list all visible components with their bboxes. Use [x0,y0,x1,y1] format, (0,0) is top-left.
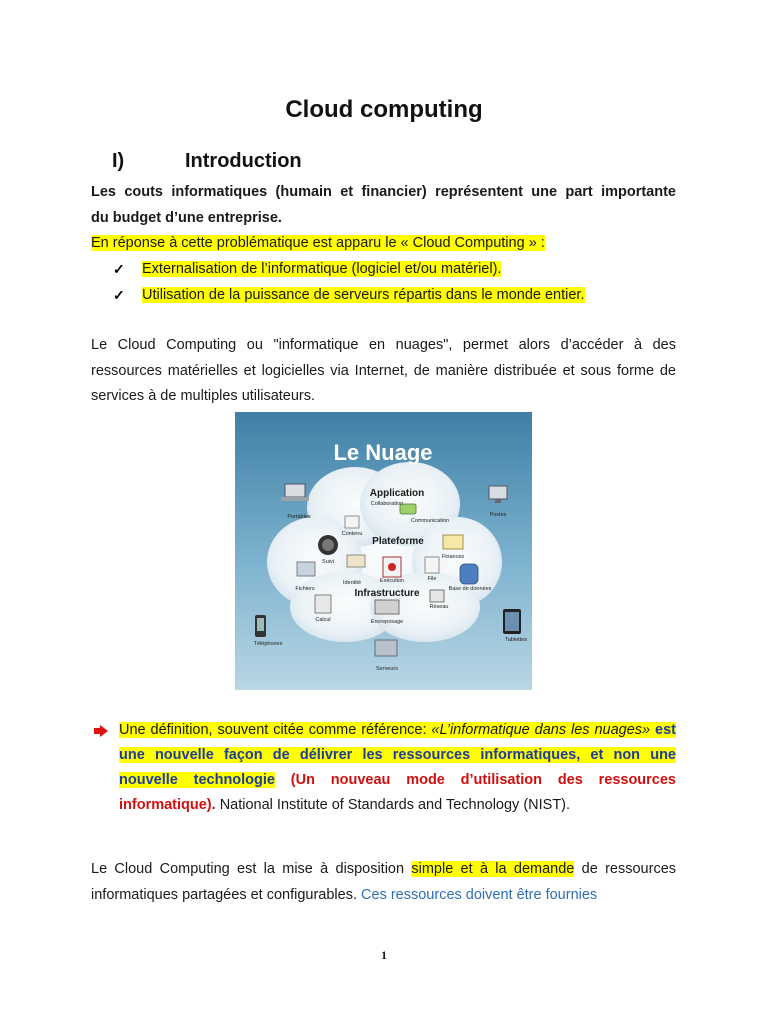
cloud-paragraph: Le Cloud Computing ou "informatique en nuages", permet alors d’accéder à des ressources matérielles et logicielles via Internet, de manière distribuée et sous forme de services à de multiples utilisateurs. [91,337,676,404]
figure-label: Portables [287,514,311,520]
database-icon [460,564,478,584]
storage-icon [375,600,399,614]
figure-label: Suivi [322,559,334,565]
figure-label: File [427,576,437,582]
figure-label: Tablettes [504,637,528,643]
para-text: Le Cloud Computing est la mise à disposition [91,861,412,877]
arrow-right-icon [94,724,108,742]
bullet-text: Externalisation de l’informatique (logiciel et/ou matériel). [142,261,502,277]
figure-label: Encreposage [370,619,404,625]
response-line [91,231,676,257]
file-icon [425,557,439,573]
finance-chart-icon [443,535,463,549]
figure-label: Postes [489,512,507,518]
server-icon [375,640,397,656]
figure-label: Calcul [315,617,331,623]
checkmark-icon: ✓ [113,261,125,277]
calculator-icon [315,595,331,613]
identity-card-icon [347,555,365,567]
network-icon [430,590,444,602]
figure-label: Collaboration [370,501,404,507]
definition-statement: est une nouvelle façon de délivrer les ressources informatiques, et non une nouvelle technologie [119,722,676,788]
page-title: Cloud computing [285,96,483,123]
figure-label: Fichiers [295,586,315,592]
definition-intro: Une définition, souvent citée comme référence: [119,722,432,738]
section-heading [112,150,302,173]
intro-line-2: du budget d’une entreprise. [91,210,282,226]
intro-line-1: Les couts informatiques (humain et financier) représentent une part importante [91,184,676,200]
folder-icon [297,562,315,576]
figure-label: Réseau [429,604,449,610]
bullet-text: Utilisation de la puissance de serveurs répartis dans le monde entier. [142,286,585,303]
gauge-icon [318,535,338,555]
document-icon [345,516,359,528]
para-blue-text: Ces ressources doivent être fournies [361,886,598,903]
section-number: I) [112,150,125,172]
figure-label: Communication [410,518,450,524]
figure-label: Identité [342,580,362,586]
figure-label: Téléphones [253,641,283,647]
figure-label: Exécution [379,578,405,584]
tablet-icon [503,609,521,634]
section-title: Introduction [185,150,302,172]
bullet-item [91,257,691,283]
response-text: En réponse à cette problématique est apparu le « Cloud Computing » : [91,235,545,251]
figure-label: Base de données [448,586,492,592]
cloud-diagram-image [235,412,532,690]
execution-icon [383,557,401,577]
page-number: 1 [381,948,387,962]
figure-label: Serveurs [375,666,399,672]
definition-quote: «L’informatique dans les nuages» [431,722,651,738]
layer-label: Infrastructure [354,588,420,599]
figure-label: Contenu [341,531,363,537]
definition-source: National Institute of Standards and Technology (NIST). [215,797,571,813]
bullet-list [91,257,691,308]
checkmark-icon: ✓ [113,286,125,303]
definition-paragraph [119,718,676,818]
definition-paragraph-2 [91,857,676,908]
para-highlight: simple et à la demande [411,861,575,877]
figure-label: Finances [441,554,465,560]
laptop-icon [281,484,309,501]
layer-label: Application [369,488,425,499]
bullet-item [91,283,691,309]
figure-title: Le Nuage [333,440,433,465]
phone-icon [255,615,266,637]
definition-note: (Un nouveau mode d’utilisation des ressources informatique). [119,772,676,813]
para-text: de ressources informatiques partagées et configurables. [91,861,677,903]
layer-label: Plateforme [372,536,424,547]
